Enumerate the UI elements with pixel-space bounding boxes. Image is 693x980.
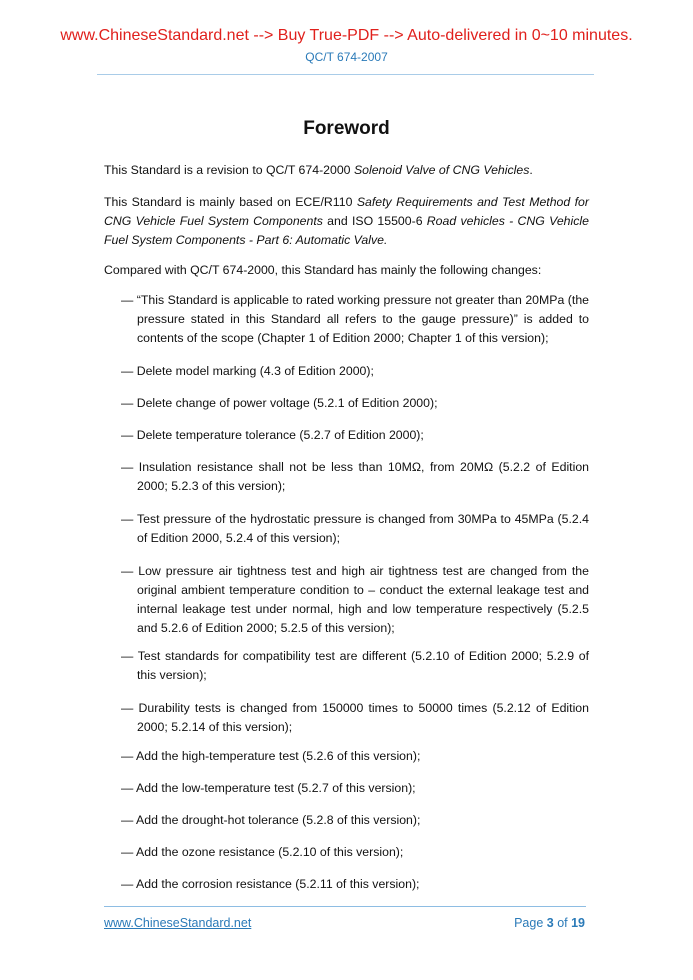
- header-divider: [97, 74, 594, 75]
- footer-divider: [104, 906, 586, 907]
- total-pages: 19: [571, 916, 585, 930]
- change-item: — Delete temperature tolerance (5.2.7 of Edition 2000);: [121, 428, 424, 442]
- change-item: — Add the high-temperature test (5.2.6 of this version);: [121, 749, 421, 763]
- change-item: — Insulation resistance shall not be less than 10MΩ, from 20MΩ (5.2.2 of Edition 2000; 5.2.3 of this version);: [121, 460, 589, 493]
- page-title: Foreword: [303, 118, 390, 139]
- change-item: — Durability tests is changed from 150000 times to 50000 times (5.2.12 of Edition 2000; 5.2.14 of this version);: [121, 701, 589, 734]
- intro-paragraph: [104, 161, 589, 180]
- italic-title: Safety Requirements and Test Method for CNG Vehicle Fuel System Components: [104, 195, 589, 228]
- change-item: — Delete model marking (4.3 of Edition 2000);: [121, 364, 374, 378]
- current-page: 3: [546, 916, 554, 930]
- footer-link[interactable]: www.ChineseStandard.net: [104, 916, 252, 930]
- italic-title: Road vehicles - CNG Vehicle Fuel System Components - Part 6: Automatic Valve.: [104, 214, 589, 247]
- change-item: — “This Standard is applicable to rated working pressure not greater than 20MPa (the pressure stated in this Standard all refers to the gauge pressure)” is added to contents of the scope (Chapter 1 of Edition 2000; Chapter 1 of this version);: [121, 293, 589, 345]
- change-item: — Test standards for compatibility test are different (5.2.10 of Edition 2000; 5.2.9 of this version);: [121, 649, 589, 682]
- change-item: — Add the drought-hot tolerance (5.2.8 of this version);: [121, 813, 421, 827]
- standard-code: QC/T 674-2007: [305, 50, 388, 64]
- text: This Standard is mainly based on ECE/R110: [104, 195, 357, 209]
- basis-paragraph: [104, 193, 589, 250]
- italic-title: Solenoid Valve of CNG Vehicles: [353, 163, 530, 177]
- text: of: [553, 916, 572, 930]
- page-number: [514, 916, 585, 930]
- changes-intro: Compared with QC/T 674-2000, this Standard has mainly the following changes:: [104, 263, 542, 277]
- text: This Standard is a revision to QC/T 674-2000: [104, 163, 354, 177]
- change-item: — Delete change of power voltage (5.2.1 of Edition 2000);: [121, 396, 438, 410]
- change-item: — Add the low-temperature test (5.2.7 of this version);: [121, 781, 416, 795]
- text: and ISO 15500-6: [322, 214, 427, 228]
- change-item: — Low pressure air tightness test and high air tightness test are changed from the original ambient temperature condition to – conduct the external leakage test and internal leakage test under normal, high and low temperature respectively (5.2.5 and 5.2.6 of Edition 2000; 5.2.5 of this version);: [121, 564, 589, 635]
- change-item: — Add the corrosion resistance (5.2.11 of this version);: [121, 877, 420, 891]
- change-item: — Test pressure of the hydrostatic pressure is changed from 30MPa to 45MPa (5.2.4 of Edition 2000, 5.2.4 of this version);: [121, 512, 589, 545]
- text: .: [529, 163, 533, 177]
- text: Page: [514, 916, 547, 930]
- promo-banner[interactable]: www.ChineseStandard.net --> Buy True-PDF --> Auto-delivered in 0~10 minutes.: [60, 27, 633, 44]
- change-item: — Add the ozone resistance (5.2.10 of this version);: [121, 845, 404, 859]
